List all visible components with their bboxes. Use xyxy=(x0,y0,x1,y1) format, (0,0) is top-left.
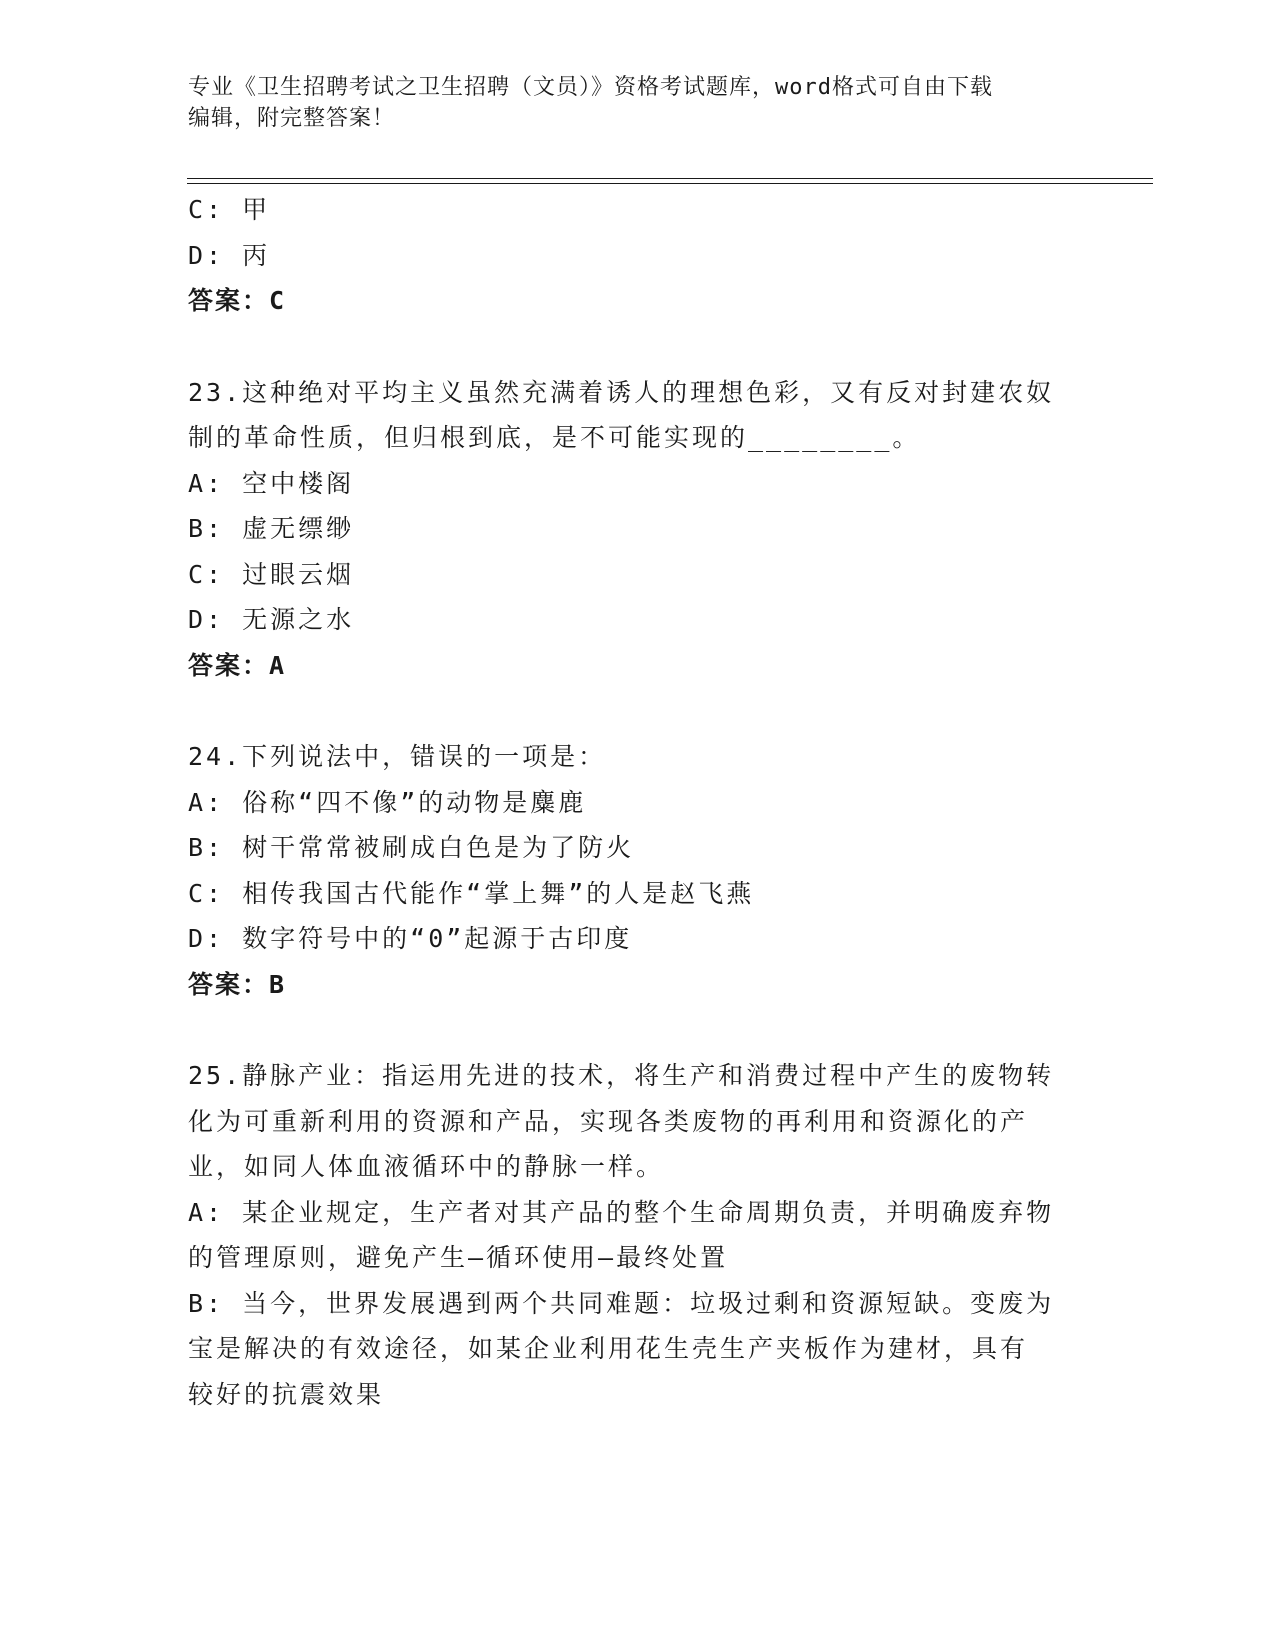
answer: 答案：A xyxy=(188,650,287,680)
header-line-1: 专业《卫生招聘考试之卫生招聘（文员）》资格考试题库，word格式可自由下载 xyxy=(188,75,993,100)
question-24 xyxy=(188,734,1088,1007)
question-stem: 25.静脉产业：指运用先进的技术，将生产和消费过程中产生的废物转 xyxy=(188,1061,1055,1090)
answer: 答案：C xyxy=(188,286,287,315)
option-c: C: 甲 xyxy=(188,195,271,224)
question-stem: 业，如同人体血液循环中的静脉一样。 xyxy=(188,1152,665,1181)
option-d: D: 丙 xyxy=(188,240,271,270)
question-23 xyxy=(188,370,1088,689)
question-stem: 24.下列说法中，错误的一项是： xyxy=(188,742,607,771)
option-b: B: 虚无缥缈 xyxy=(188,514,355,543)
answer: 答案：B xyxy=(188,969,287,999)
header-line-2: 编辑，附完整答案！ xyxy=(188,106,396,131)
header-divider-top xyxy=(187,178,1153,179)
option-b: B: 树干常常被刷成白色是为了防火 xyxy=(188,833,635,862)
option-b: 宝是解决的有效途径，如某企业利用花生壳生产夹板作为建材，具有 xyxy=(188,1334,1029,1363)
option-d: D: 无源之水 xyxy=(188,605,355,634)
option-c: C: 过眼云烟 xyxy=(188,559,355,589)
question-stem: 23.这种绝对平均主义虽然充满着诱人的理想色彩，又有反对封建农奴 xyxy=(188,377,1055,407)
question-22-tail xyxy=(188,187,1088,324)
document-header xyxy=(188,72,1088,134)
option-a: A: 俗称“四不像”的动物是麋鹿 xyxy=(188,787,587,817)
option-b: B: 当今，世界发展遇到两个共同难题：垃圾过剩和资源短缺。变废为 xyxy=(188,1288,1055,1318)
option-a: A: 空中楼阁 xyxy=(188,468,355,498)
header-divider-bottom xyxy=(187,183,1153,184)
question-stem: 制的革命性质，但归根到底，是不可能实现的________。 xyxy=(188,423,921,452)
question-stem: 化为可重新利用的资源和产品，实现各类废物的再利用和资源化的产 xyxy=(188,1106,1029,1136)
question-list xyxy=(188,187,1088,1417)
option-b: 较好的抗震效果 xyxy=(188,1379,385,1409)
question-25 xyxy=(188,1053,1088,1417)
spacer xyxy=(188,324,1088,370)
option-d: D: 数字符号中的“0”起源于古印度 xyxy=(188,924,633,953)
option-a: A: 某企业规定，生产者对其产品的整个生命周期负责，并明确废弃物 xyxy=(188,1197,1055,1227)
spacer xyxy=(188,688,1088,734)
option-c: C: 相传我国古代能作“掌上舞”的人是赵飞燕 xyxy=(188,878,755,908)
option-a: 的管理原则，避免产生—循环使用—最终处置 xyxy=(188,1243,729,1272)
spacer xyxy=(188,1007,1088,1053)
